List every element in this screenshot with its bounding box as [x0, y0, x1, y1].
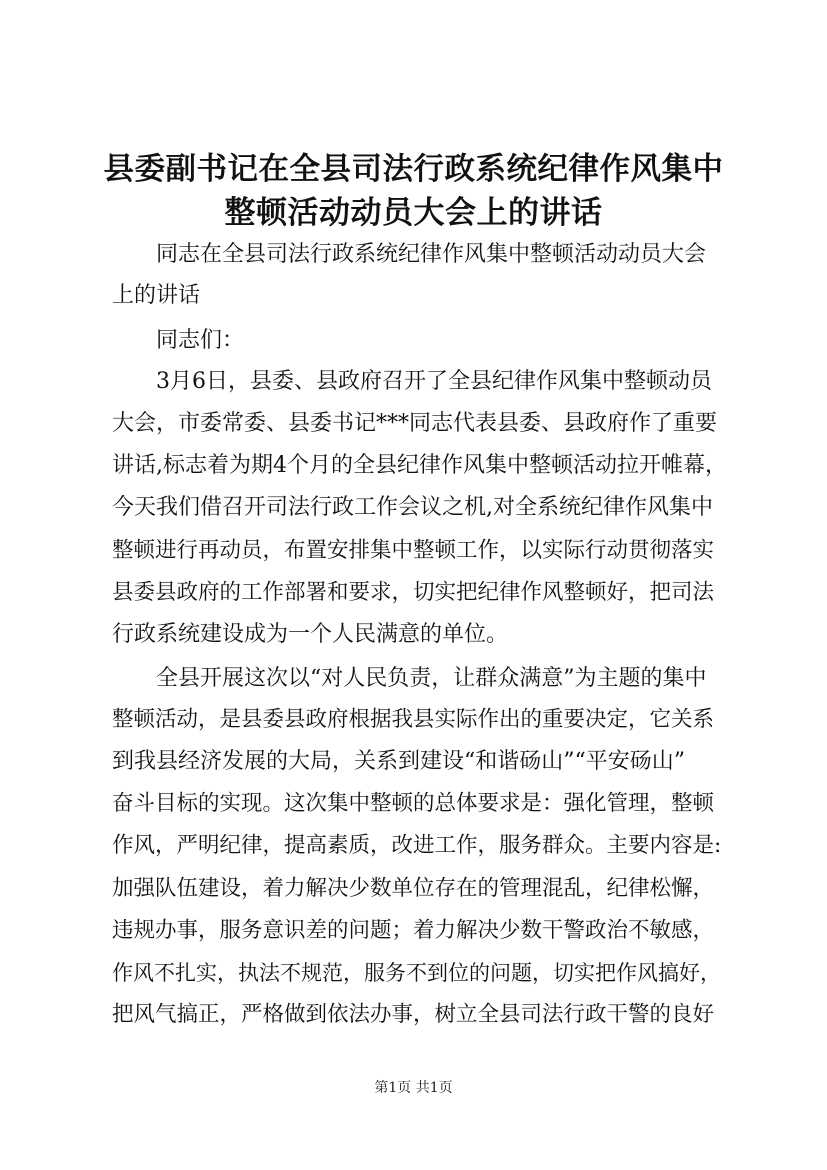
body-line: 作风不扎实，执法不规范，服务不到位的问题，切实把作风搞好， — [112, 961, 721, 985]
body-line: 县委县政府的工作部署和要求，切实把纪律作风整顿好，把司法 — [112, 580, 715, 605]
body-line: 今天我们借召开司法行政工作会议之机,对全系统纪律作风集中 — [112, 495, 713, 520]
body-line: 全县开展这次以“对人民负责，让群众满意”为主题的集中 — [156, 666, 707, 691]
body-line: 加强队伍建设，着力解决少数单位存在的管理混乱，纪律松懈， — [112, 876, 715, 901]
body-line: 同志在全县司法行政系统纪律作风集中整顿活动动员大会 — [156, 242, 707, 267]
body-line: 作风，严明纪律，提高素质，改进工作，服务群众。主要内容是: — [112, 833, 722, 858]
document-title-line-2: 整顿活动动员大会上的讲话 — [224, 195, 603, 231]
body-line: 3月6日，县委、县政府召开了全县纪律作风集中整顿动员 — [156, 369, 712, 394]
body-line: 上的讲话 — [112, 283, 201, 308]
salutation: 同志们： — [156, 328, 245, 353]
body-line: 到我县经济发展的大局，关系到建设“和谐砀山”“平安砀山” — [112, 749, 685, 774]
body-line: 把风气搞正，严格做到依法办事，树立全县司法行政干警的良好 — [112, 1002, 715, 1027]
document-title-line-1: 县委副书记在全县司法行政系统纪律作风集中 — [103, 151, 724, 187]
body-line: 违规办事，服务意识差的问题；着力解决少数干警政治不敏感， — [112, 918, 715, 943]
body-line: 整顿活动，是县委县政府根据我县实际作出的重要决定，它关系 — [112, 707, 715, 732]
page-footer: 第1页 共1页 — [374, 1080, 453, 1096]
body-line: 讲话,标志着为期4个月的全县纪律作风集中整顿活动拉开帷幕， — [112, 453, 727, 478]
body-line: 大会，市委常委、县委书记***同志代表县委、县政府作了重要 — [112, 411, 718, 436]
body-line: 行政系统建设成为一个人民满意的单位。 — [112, 622, 509, 647]
body-line: 整顿进行再动员，布置安排集中整顿工作，以实际行动贯彻落实 — [112, 538, 715, 563]
body-line: 奋斗目标的实现。这次集中整顿的总体要求是：强化管理，整顿 — [112, 791, 715, 816]
